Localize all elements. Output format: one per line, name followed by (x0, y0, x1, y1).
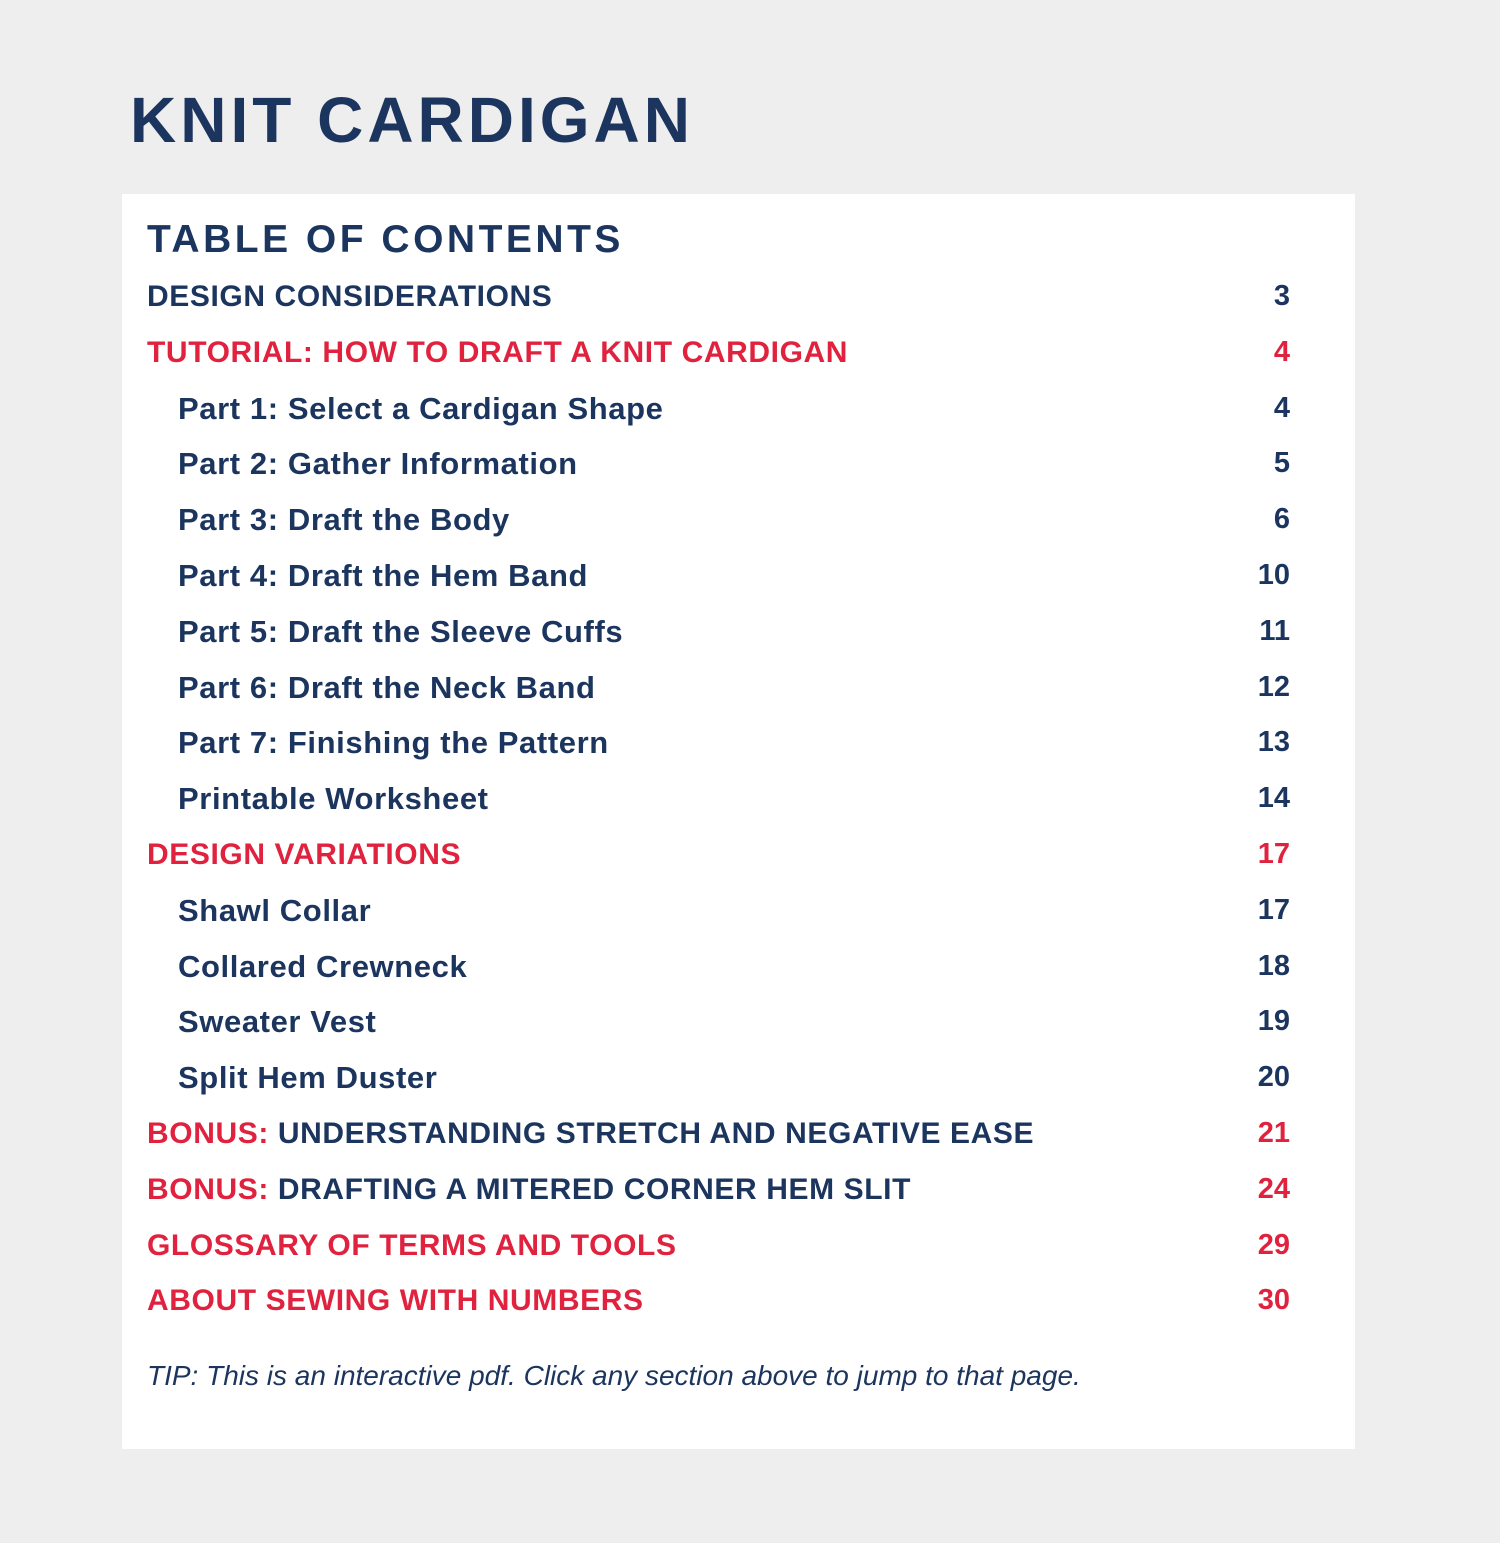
bonus-prefix: BONUS: (147, 1116, 269, 1150)
toc-link-shawl-collar[interactable] (122, 883, 1355, 939)
toc-link-printable-worksheet[interactable] (122, 771, 1355, 827)
toc-entry-page: 17 (1257, 837, 1290, 870)
toc-entry-page: 13 (1257, 726, 1290, 759)
interactive-tip: TIP: This is an interactive pdf. Click any section above to jump to that page. (147, 1360, 1081, 1391)
table-of-contents-card (122, 194, 1355, 1449)
toc-link-part-5[interactable] (122, 604, 1355, 660)
toc-entry-label: Part 3: Draft the Body (178, 502, 510, 538)
toc-entry-label: Shawl Collar (178, 892, 372, 928)
toc-entry-label: DESIGN VARIATIONS (147, 837, 462, 871)
toc-entry-page: 14 (1257, 782, 1290, 815)
toc-link-design-variations[interactable] (122, 827, 1355, 883)
toc-entry-page: 10 (1257, 558, 1290, 591)
toc-entry-label: DESIGN CONSIDERATIONS (147, 280, 553, 313)
toc-heading: TABLE OF CONTENTS (147, 218, 624, 261)
toc-link-part-7[interactable] (122, 715, 1355, 771)
toc-entry-page: 11 (1259, 614, 1290, 647)
toc-link-split-hem-duster[interactable] (122, 1050, 1355, 1106)
toc-entry-page: 24 (1257, 1172, 1290, 1205)
toc-entry-page: 4 (1273, 335, 1290, 368)
toc-entry-label: TUTORIAL: HOW TO DRAFT A KNIT CARDIGAN (147, 335, 849, 369)
toc-entry-label: Printable Worksheet (178, 781, 489, 817)
toc-link-about[interactable] (122, 1273, 1355, 1329)
bonus-title: DRAFTING A MITERED CORNER HEM SLIT (277, 1172, 912, 1206)
toc-link-glossary[interactable] (122, 1218, 1355, 1274)
toc-link-part-1[interactable] (122, 381, 1355, 437)
toc-entry-label: Part 5: Draft the Sleeve Cuffs (178, 613, 624, 649)
toc-link-tutorial[interactable] (122, 325, 1355, 381)
toc-entry-page: 20 (1257, 1061, 1290, 1094)
toc-entry-page: 5 (1273, 447, 1290, 480)
toc-entry-page: 21 (1257, 1116, 1290, 1149)
toc-link-design-considerations[interactable] (122, 269, 1355, 325)
toc-entry-label (147, 1162, 911, 1218)
toc-entry-label (147, 1106, 1034, 1162)
toc-entry-page: 6 (1273, 503, 1290, 536)
toc-list (122, 269, 1355, 1329)
toc-entry-label: Part 1: Select a Cardigan Shape (178, 390, 664, 426)
toc-link-sweater-vest[interactable] (122, 994, 1355, 1050)
toc-entry-page: 4 (1273, 391, 1290, 424)
toc-entry-label: Sweater Vest (178, 1004, 377, 1040)
toc-entry-page: 3 (1273, 280, 1290, 312)
toc-entry-label: ABOUT SEWING WITH NUMBERS (147, 1284, 644, 1318)
document-title: KNIT CARDIGAN (130, 84, 694, 156)
toc-link-bonus-mitered[interactable] (122, 1162, 1355, 1218)
toc-entry-label: Part 4: Draft the Hem Band (178, 557, 589, 593)
toc-entry-label: Part 6: Draft the Neck Band (178, 669, 596, 705)
toc-link-collared-crewneck[interactable] (122, 939, 1355, 995)
toc-entry-label: Split Hem Duster (178, 1060, 438, 1096)
toc-link-part-2[interactable] (122, 436, 1355, 492)
toc-link-bonus-stretch[interactable] (122, 1106, 1355, 1162)
bonus-prefix: BONUS: (147, 1172, 269, 1206)
toc-entry-page: 30 (1257, 1284, 1290, 1317)
toc-link-part-3[interactable] (122, 492, 1355, 548)
toc-entry-page: 12 (1257, 670, 1290, 703)
toc-entry-label: Part 2: Gather Information (178, 446, 578, 482)
toc-entry-label: GLOSSARY OF TERMS AND TOOLS (147, 1228, 677, 1262)
bonus-title: UNDERSTANDING STRETCH AND NEGATIVE EASE (277, 1116, 1035, 1150)
toc-entry-page: 17 (1257, 893, 1290, 926)
toc-entry-page: 18 (1257, 949, 1290, 982)
toc-entry-page: 29 (1257, 1228, 1290, 1261)
toc-link-part-4[interactable] (122, 548, 1355, 604)
toc-entry-label: Part 7: Finishing the Pattern (178, 725, 609, 761)
toc-entry-page: 19 (1257, 1005, 1290, 1038)
toc-entry-label: Collared Crewneck (178, 948, 468, 984)
toc-link-part-6[interactable] (122, 660, 1355, 716)
